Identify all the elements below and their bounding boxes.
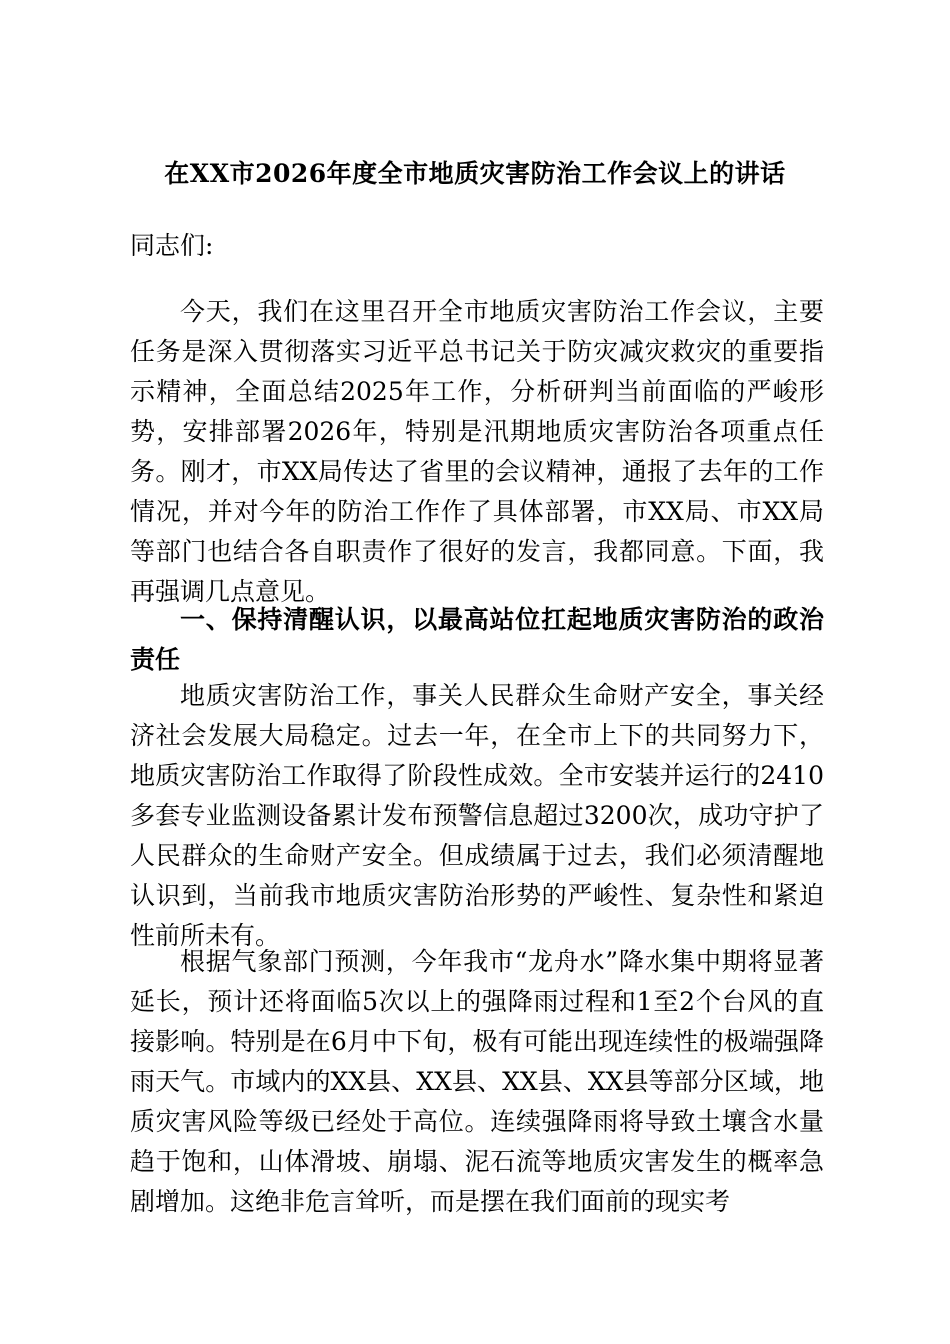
document-title: 在XX市2026年度全市地质灾害防治工作会议上的讲话: [164, 159, 786, 188]
salutation: 同志们:: [130, 231, 214, 260]
section-heading-1: 一、保持清醒认识，以最高站位扛起地质灾害防治的政治责任: [130, 605, 824, 674]
paragraph-intro: 今天，我们在这里召开全市地质灾害防治工作会议，主要任务是深入贯彻落实习近平总书记关于防灾减灾救灾的重要指示精神，全面总结2025年工作，分析研判当前面临的严峻形势，安排部署2026年，特别是汛期地质灾害防治各项重点任务。刚才，市XX局传达了省里的会议精神，通报了去年的工作情况，并对今年的防治工作作了具体部署，市XX局、市XX局等部门也结合各自职责作了很好的发言，我都同意。下面，我再强调几点意见。: [130, 297, 824, 606]
paragraph-achievements: 地质灾害防治工作，事关人民群众生命财产安全，事关经济社会发展大局稳定。过去一年，在全市上下的共同努力下，地质灾害防治工作取得了阶段性成效。全市安装并运行的2410多套专业监测设备累计发布预警信息超过3200次，成功守护了人民群众的生命财产安全。但成绩属于过去，我们必须清醒地认识到，当前我市地质灾害防治形势的严峻性、复杂性和紧迫性前所未有。: [130, 681, 824, 950]
paragraph-forecast: 根据气象部门预测，今年我市“龙舟水”降水集中期将显著延长，预计还将面临5次以上的强降雨过程和1至2个台风的直接影响。特别是在6月中下旬，极有可能出现连续性的极端强降雨天气。市域内的XX县、XX县、XX县、XX县等部分区域，地质灾害风险等级已经处于高位。连续强降雨将导致土壤含水量趋于饱和，山体滑坡、崩塌、泥石流等地质灾害发生的概率急剧增加。这绝非危言耸听，而是摆在我们面前的现实考: [130, 947, 824, 1216]
